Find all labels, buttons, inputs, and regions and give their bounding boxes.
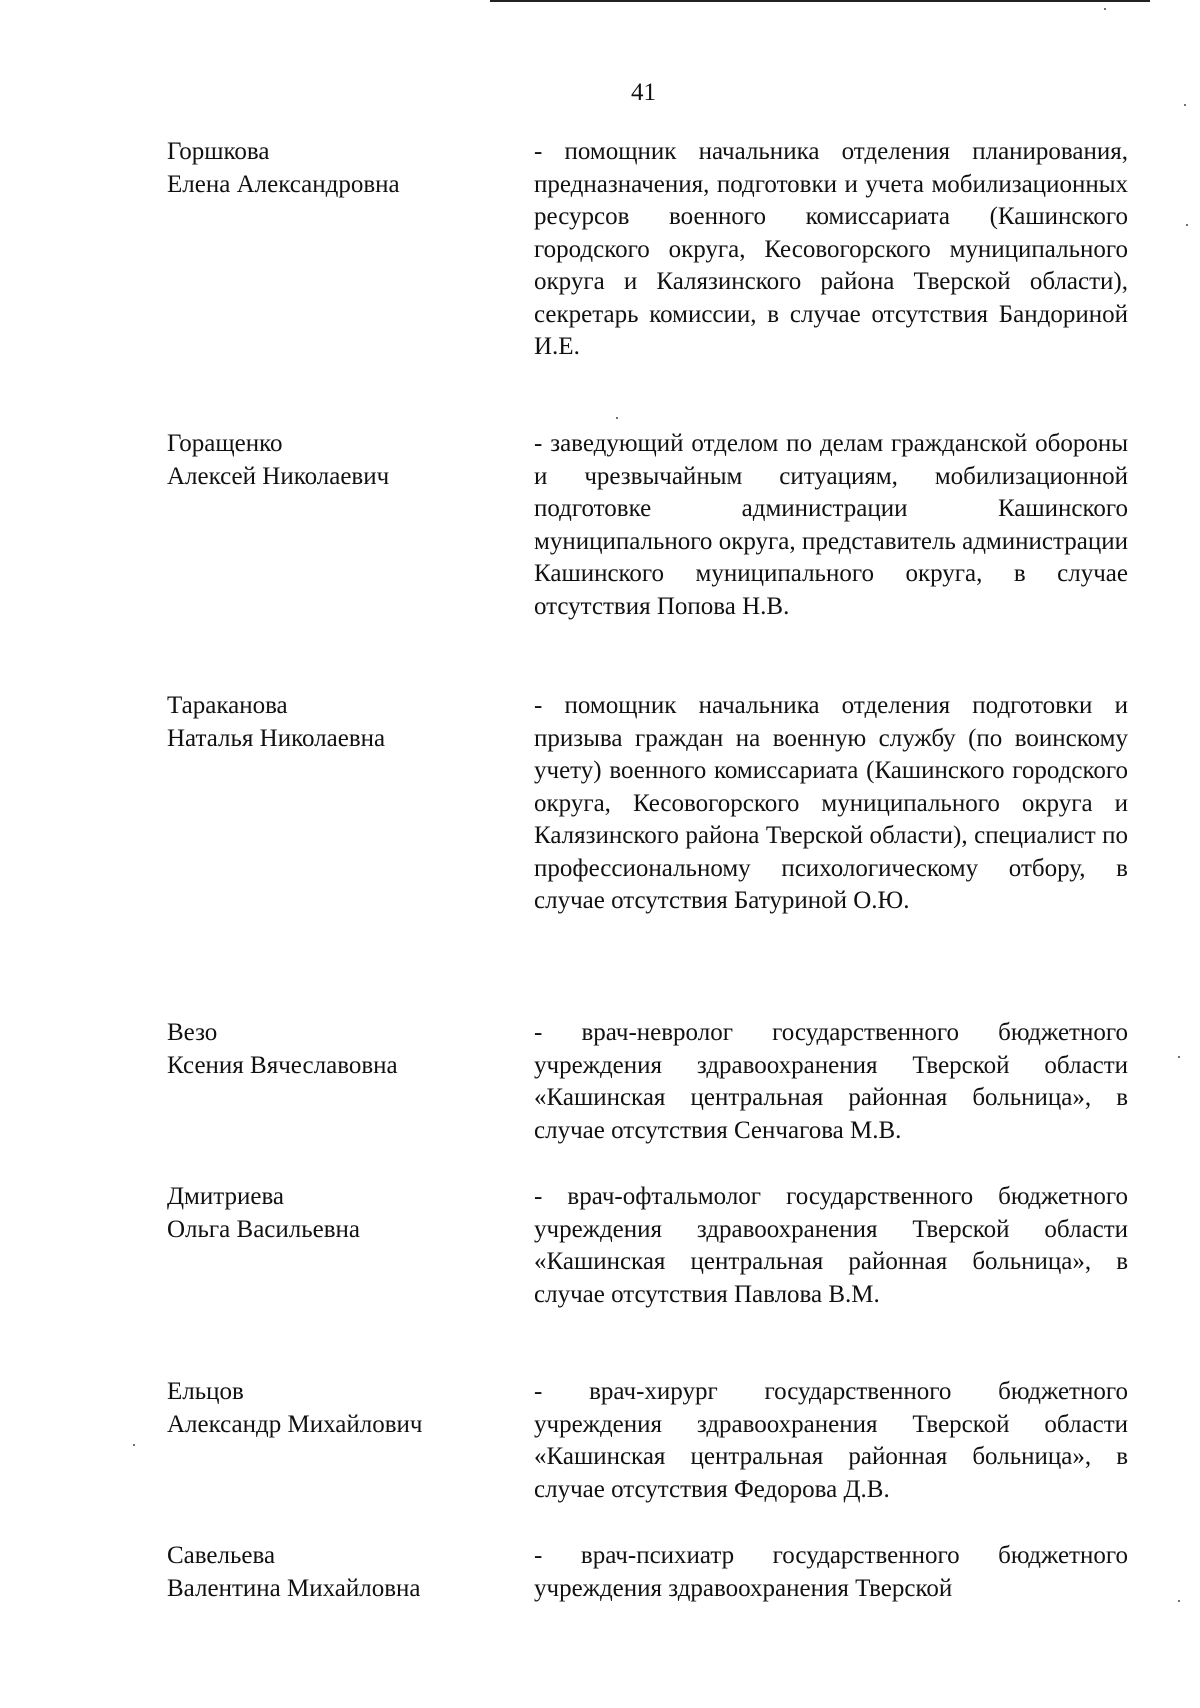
member-role: - врач-психиатр государственного бюджетного учреждения здравоохранения Тверской — [534, 1542, 1128, 1602]
member-surname: Тараканова — [167, 692, 288, 719]
member-given-names: Алексей Николаевич — [167, 462, 390, 490]
scan-speck — [1178, 1056, 1180, 1058]
member-surname: Везо — [167, 1019, 218, 1046]
scan-speck — [1184, 104, 1186, 106]
member-role: - врач-хирург государственного бюджетного учреждения здравоохранения Тверской области «Кашинская центральная районная больница», в случае отсутствия Федорова Д.В. — [534, 1378, 1128, 1503]
member-role: - заведующий отделом по делам гражданской обороны и чрезвычайным ситуациям, мобилизационной подготовке администрации Кашинского муниципального округа, представитель администрации Кашинского муниципального округа, в случае отсутствия Попова Н.В. — [534, 430, 1128, 620]
scan-speck — [1104, 8, 1106, 10]
member-given-names: Елена Александровна — [167, 170, 400, 198]
member-name — [167, 428, 497, 493]
member-name — [167, 1540, 497, 1605]
member-name — [167, 136, 497, 201]
scan-top-border-line — [490, 0, 1150, 2]
member-surname: Горшкова — [167, 138, 270, 165]
member-role: - помощник начальника отделения подготовки и призыва граждан на военную службу (по воинскому учету) военного комиссариата (Кашинского городского округа, Кесовогорского муниципального округа и Калязинского района Тверской области), специалист по профессиональному психологическому отбору, в случае отсутствия Батуриной О.Ю. — [534, 692, 1128, 914]
member-name — [167, 690, 497, 755]
scan-speck — [133, 1444, 135, 1446]
member-surname: Горащенко — [167, 430, 283, 457]
page-number: 41 — [631, 79, 656, 106]
member-given-names: Александр Михайлович — [167, 1410, 423, 1438]
member-name — [167, 1376, 497, 1441]
scan-speck — [616, 417, 618, 419]
member-role: - врач-офтальмолог государственного бюджетного учреждения здравоохранения Тверской области «Кашинская центральная районная больница», в случае отсутствия Павлова В.М. — [534, 1183, 1128, 1308]
scan-speck — [1178, 1600, 1180, 1602]
member-surname: Савельева — [167, 1542, 276, 1569]
member-given-names: Ксения Вячеславовна — [167, 1051, 398, 1079]
member-surname: Дмитриева — [167, 1183, 285, 1210]
member-role: - врач-невролог государственного бюджетного учреждения здравоохранения Тверской области «Кашинская центральная районная больница», в случае отсутствия Сенчагова М.В. — [534, 1019, 1128, 1144]
member-given-names: Наталья Николаевна — [167, 724, 386, 752]
member-role: - помощник начальника отделения планирования, предназначения, подготовки и учета мобилизационных ресурсов военного комиссариата (Кашинского городского округа, Кесовогорского муниципального округа и Калязинского района Тверской области), секретарь комиссии, в случае отсутствия Бандориной И.Е. — [534, 138, 1128, 360]
member-name — [167, 1181, 497, 1246]
member-name — [167, 1017, 497, 1082]
scan-speck — [1186, 224, 1188, 226]
member-given-names: Валентина Михайловна — [167, 1574, 421, 1602]
member-surname: Ельцов — [167, 1378, 244, 1405]
member-given-names: Ольга Васильевна — [167, 1215, 361, 1243]
